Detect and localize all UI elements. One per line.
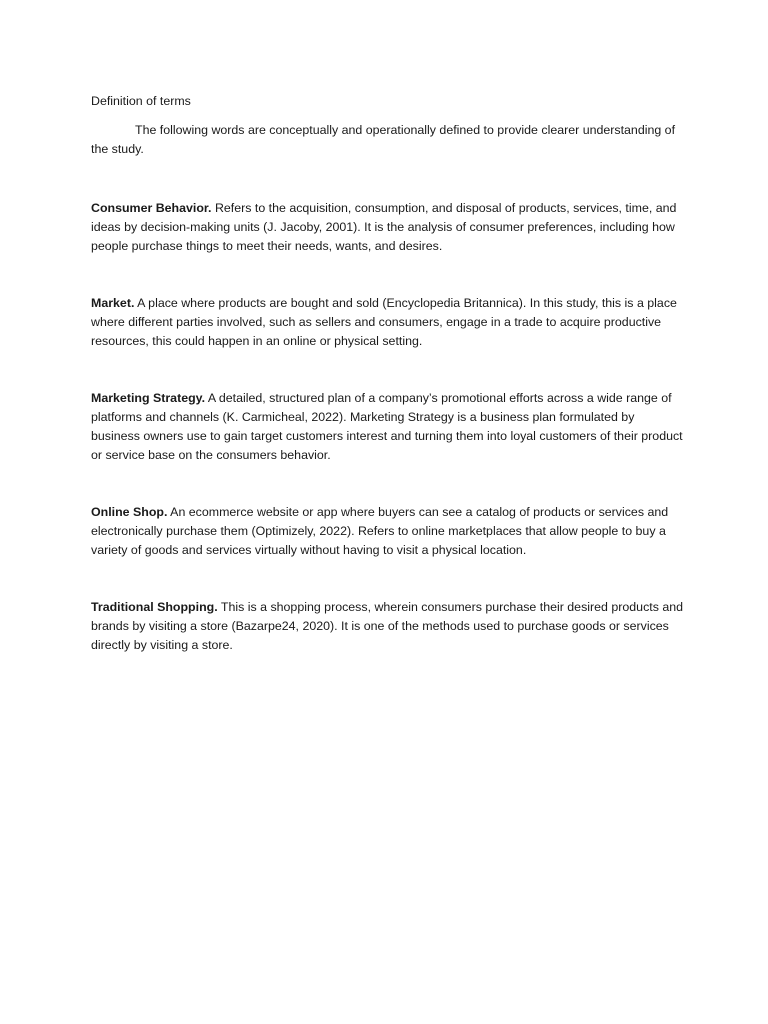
term-name: Online Shop. — [91, 505, 168, 519]
term-definition: This is a shopping process, wherein consumers purchase their desired products and brands by visiting a store (Bazarpe24, 2020). It is one of the methods used to purchase goods or services directly by visiting a store. — [91, 600, 684, 652]
term-definition: A detailed, structured plan of a company’s promotional efforts across a wide range of platforms and channels (K. Carmicheal, 2022). Marketing Strategy is a business plan formulated by business owners use to gain target customers interest and turning them into loyal customers of their product or service base on the consumers behavior. — [91, 391, 683, 462]
intro-paragraph: The following words are conceptually and operationally defined to provide clearer understanding of the study. — [91, 123, 676, 156]
term-definition: Refers to the acquisition, consumption, and disposal of products, services, time, and ideas by decision-making units (J. Jacoby, 2001). It is the analysis of consumer preferences, including how people purchase things to meet their needs, wants, and desires. — [91, 201, 677, 253]
section-heading: Definition of terms — [91, 94, 191, 108]
term-online-shop — [91, 503, 683, 560]
term-traditional-shopping — [91, 598, 683, 655]
term-definition: An ecommerce website or app where buyers can see a catalog of products or services and electronically purchase them (Optimizely, 2022). Refers to online marketplaces that allow people to buy a variety of goods and services virtually without having to visit a physical location. — [91, 505, 669, 557]
term-market — [91, 294, 683, 351]
term-name: Traditional Shopping. — [91, 600, 218, 614]
term-marketing-strategy — [91, 389, 683, 465]
term-name: Marketing Strategy. — [91, 391, 206, 405]
term-name: Consumer Behavior. — [91, 201, 212, 215]
term-name: Market. — [91, 296, 135, 310]
document-body — [91, 92, 683, 693]
term-consumer-behavior — [91, 199, 683, 256]
term-definition: A place where products are bought and sold (Encyclopedia Britannica). In this study, this is a place where different parties involved, such as sellers and consumers, engage in a trade to acquire productive resources, this could happen in an online or physical setting. — [91, 296, 677, 348]
